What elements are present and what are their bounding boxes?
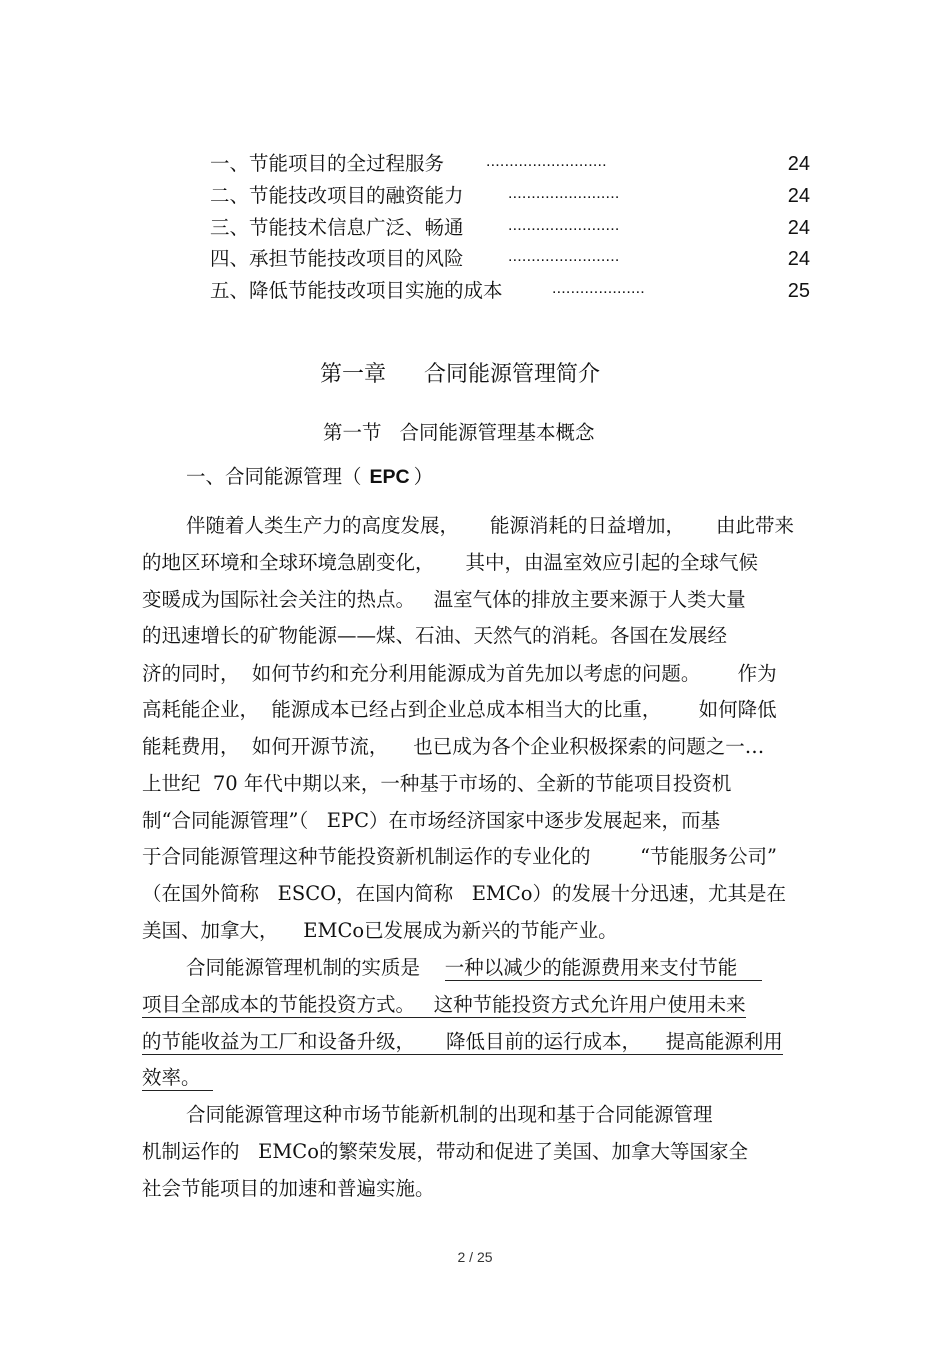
- toc-label: 四、承担节能技改项目的风险: [210, 247, 464, 270]
- section-heading: [323, 417, 595, 445]
- epc-abbr: EPC: [369, 466, 410, 488]
- text-line: 机制运作的 EMCo的繁荣发展，带动和促进了美国、加拿大等国家全: [142, 1140, 748, 1163]
- text-line: 济的同时， 如何节约和充分利用能源成为首先加以考虑的问题。 作为: [142, 662, 777, 685]
- toc-leader-dots: ..........................: [486, 153, 607, 170]
- subheading: 一、合同能源管理（ EPC ）: [186, 465, 434, 488]
- text-line: [142, 1027, 783, 1057]
- toc-entry: [210, 149, 810, 179]
- toc-entry: [210, 244, 810, 274]
- text-line: 能耗费用， 如何开源节流， 也已成为各个企业积极探索的问题之一…: [142, 735, 765, 758]
- chapter-title: 合同能源管理简介: [424, 362, 601, 387]
- toc-page-number: 25: [787, 280, 810, 302]
- text-line: 伴随着人类生产力的高度发展， 能源消耗的日益增加， 由此带来: [186, 514, 794, 537]
- text-line: 的地区环境和全球环境急剧变化， 其中，由温室效应引起的全球气候: [142, 551, 758, 574]
- text-line: 制“合同能源管理”（ EPC）在市场经济国家中逐步发展起来，而基: [142, 809, 721, 832]
- page-number-footer: 2 / 25: [457, 1249, 493, 1265]
- underlined-text: 效率。: [142, 1066, 213, 1089]
- toc-leader-dots: ........................: [508, 185, 620, 202]
- toc-page-number: 24: [787, 153, 810, 175]
- chapter-number: 第一章: [320, 362, 387, 387]
- text-line: 于合同能源管理这种节能投资新机制运作的专业化的 “节能服务公司”: [142, 845, 778, 868]
- text-line: 上世纪 70 年代中期以来，一种基于市场的、全新的节能项目投资机: [142, 772, 732, 795]
- section-title: 合同能源管理基本概念: [399, 421, 595, 444]
- toc-leader-dots: ....................: [552, 280, 645, 297]
- text-line: （在国外简称 ESCO，在国内简称 EMCo）的发展十分迅速，尤其是在: [142, 882, 787, 905]
- toc-label: 二、节能技改项目的融资能力: [210, 184, 464, 207]
- underlined-text: 一种以减少的能源费用来支付节能: [444, 956, 763, 979]
- underlined-text: 的节能收益为工厂和设备升级， 降低目前的运行成本， 提高能源利用: [142, 1030, 783, 1053]
- toc-leader-dots: ........................: [508, 248, 620, 265]
- toc-page-number: 24: [787, 248, 810, 270]
- section-number: 第一节: [323, 421, 382, 444]
- toc-label: 三、节能技术信息广泛、畅通: [210, 216, 464, 239]
- toc-page-number: 24: [787, 185, 810, 207]
- text-line: [142, 1063, 213, 1093]
- chapter-heading: [320, 357, 600, 388]
- toc-entry: [210, 276, 810, 306]
- toc-label: 五、降低节能技改项目实施的成本: [210, 279, 503, 302]
- toc-label: 一、节能项目的全过程服务: [210, 152, 445, 175]
- text-line: 合同能源管理这种市场节能新机制的出现和基于合同能源管理: [186, 1103, 713, 1126]
- text-line: 变暖成为国际社会关注的热点。 温室气体的排放主要来源于人类大量: [142, 588, 746, 611]
- text-line: 高耗能企业， 能源成本已经占到企业总成本相当大的比重， 如何降低: [142, 698, 777, 721]
- underlined-text: 项目全部成本的节能投资方式。 这种节能投资方式允许用户使用未来: [142, 993, 746, 1016]
- text-line: 美国、加拿大， EMCo已发展成为新兴的节能产业。: [142, 919, 618, 942]
- text-line: [142, 990, 746, 1020]
- text-line: 社会节能项目的加速和普遍实施。: [142, 1177, 435, 1200]
- toc-leader-dots: ........................: [508, 217, 620, 234]
- toc-entry: [210, 181, 810, 211]
- toc-entry: [210, 213, 810, 243]
- toc-page-number: 24: [787, 217, 810, 239]
- text-line: 的迅速增长的矿物能源——煤、石油、天然气的消耗。各国在发展经: [142, 624, 728, 647]
- text-line: 合同能源管理机制的实质是 一种以减少的能源费用来支付节能: [186, 956, 763, 979]
